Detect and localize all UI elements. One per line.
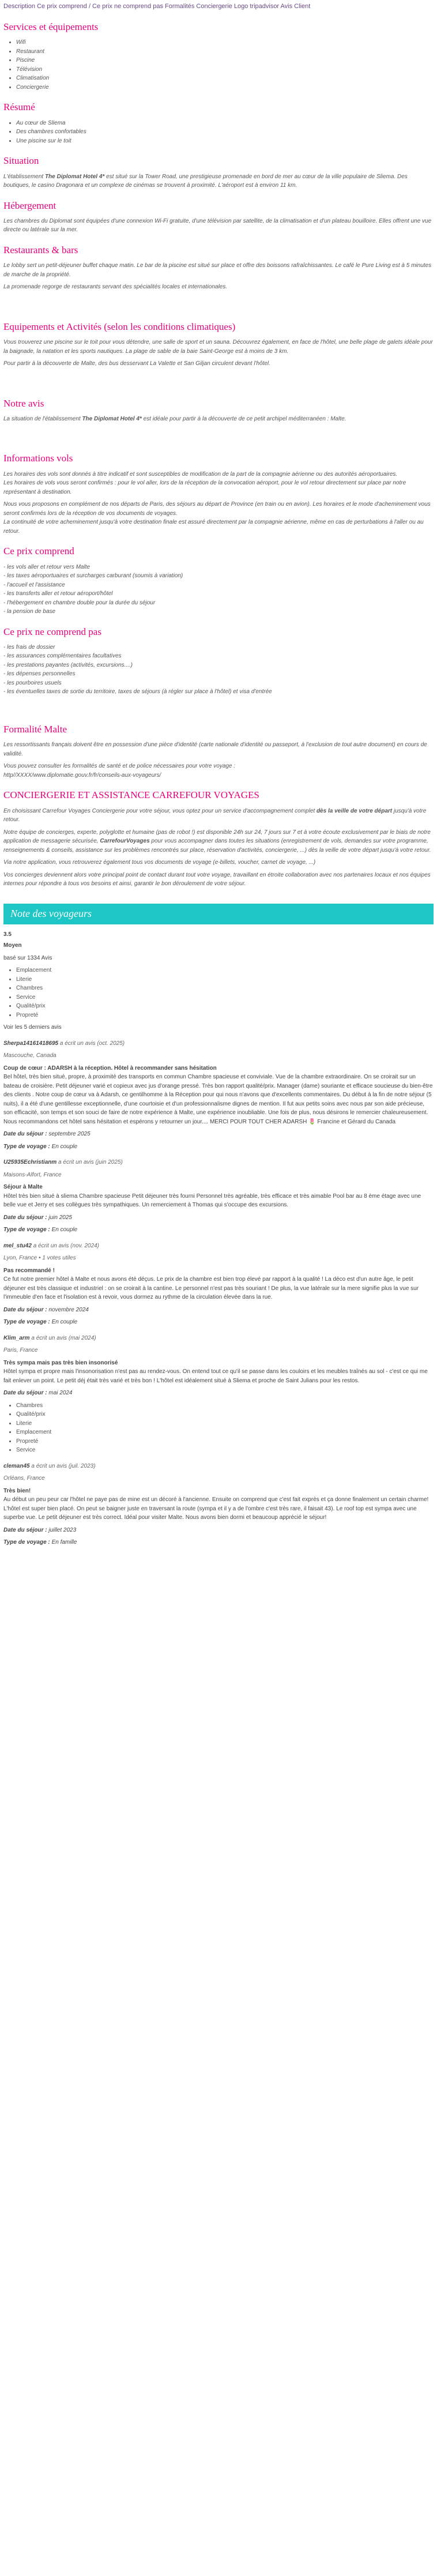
review-text: Ce fut notre premier hôtel à Malte et nous avons été déçus. Le prix de la chambre est bien trop élevé par rapport à la qualité ! La déco est d'un autre âge, le petit déjeuner est très classique et industriel : on se croirait à la cantine. Le personnel n'est pas très souriant ! De plus, la vue latérale sur la mere signifie plus la vue sur l'immeuble d'en face et l'isolation est à revoir, vous dormez au rythme de la circulation élevée dans la rue. (3, 1276, 419, 1301)
review-author[interactable]: Klim_arm (3, 1334, 30, 1341)
review-item (3, 1242, 434, 1327)
list-item: - les dépenses personnelles (3, 671, 76, 678)
review-date: Date du séjour : juillet 2023 (3, 1526, 77, 1533)
formalites-title: Formalité Malte (3, 723, 67, 735)
list-item: • Wifi (16, 38, 434, 47)
activites-text-1: Vous trouverez une piscine sur le toit pour vous détendre, une salle de sport et un sauna. Découvrez également, en face de l'hôtel, une belle plage de galets idéale pour la baignade, la natation et les sports nautiques. La plage de sable de la baie Saint-George est à moins de 3 km. (3, 339, 433, 355)
review-title: Coup de cœur : ADARSH à la réception. Hôtel à recommander sans hésitation (3, 1065, 217, 1071)
review-date: Date du séjour : juin 2025 (3, 1214, 72, 1221)
review-author-line: cleman45 a écrit un avis (juil. 2023) (3, 1462, 96, 1469)
review-author[interactable]: Sherpa14161418695 (3, 1040, 59, 1047)
services-list (3, 38, 434, 92)
conciergerie-text-1: En choisissant Carrefour Voyages Conciergerie pour votre séjour, vous optez pour un service d'accompagnement complet dès la veille de votre départ jusqu'à votre retour. (3, 807, 427, 823)
review-author-line: Sherpa14161418695 a écrit un avis (oct. 2025) (3, 1040, 125, 1047)
review-author-line: Klim_arm a écrit un avis (mai 2024) (3, 1334, 96, 1341)
conciergerie-text-2: Notre équipe de concierges, experte, polyglotte et humaine (pas de robot !) est disponible 24h sur 24, 7 jours sur 7 et à votre écoute exclusivement par le biais de notre application de messagerie sécurisée, CarrefourVoyages pour vous accompagner dans toutes les situations (enregistrement de vols, demandes sur votre programme, renseignements & conseils, assistance sur les problèmes rencontrés sur place, réservation d'activités, conciergerie, ...) dès la veille de votre départ jusqu'à votre retour. (3, 829, 431, 853)
conciergerie-text-3: Via notre application, vous retrouverez également tous vos documents de voyage (e-billets, voucher, carnet de voyage, ...) (3, 859, 316, 866)
list-item: - l'accueil et l'assistance (3, 581, 65, 588)
conciergerie-title: CONCIERGERIE ET ASSISTANCE CARREFOUR VOYAGES (3, 789, 259, 801)
review-title: Très sympa mais pas très bien insonorisé (3, 1359, 118, 1366)
review-item (3, 1334, 434, 1455)
list-item: • Des chambres confortables (16, 127, 434, 137)
review-date: Date du séjour : mai 2024 (3, 1390, 73, 1397)
restaurants-title: Restaurants & bars (3, 244, 78, 255)
hebergement-text: Les chambres du Diplomat sont équipées d'une connexion Wi-Fi gratuite, d'une télévision par satellite, de la climatisation et d'un plateau bouilloire. Elles offrent une vue directe ou latérale sur la mer. (3, 217, 432, 234)
review-date: Date du séjour : novembre 2024 (3, 1306, 89, 1313)
prix-pas-list (3, 643, 434, 697)
recent-reviews-link[interactable]: Voir les 5 derniers avis (3, 1024, 62, 1031)
section-nav[interactable]: Description Ce prix comprend / Ce prix ne comprend pas Formalités Conciergerie Logo tripadvisor Avis Client (3, 3, 311, 10)
review-item (3, 1462, 434, 1547)
review-author-line: mel_stu42 a écrit un avis (nov. 2024) (3, 1242, 100, 1249)
formalites-text-2: Vous pouvez consulter les formalités de santé et de police nécessaires pour votre voyage : http//XXXX/www.diplomatie.gouv.fr/fr/conseils-aux-voyageurs/ (3, 763, 236, 779)
vols-title: Informations vols (3, 453, 73, 464)
review-text: Bel hôtel, très bien situé, propre, à proximité des transports en commun Chambre spacieuse et conviviale. Vue de la chambre extraordinaire. On se croirait sur un bateau de croisière. Petit déjeuner varié et copieux avec jus d'orange pressé. Très bon rapport qualité/prix. Manager (dame) souriante et efficace soucieuse du bien-être des clients . Notre coup de cœur va à Adarsh, ce gentilhomme à la Réception pour qui nous n'avons que d'excellents commentaires. Du début à la fin de notre séjour (5 nuits), il a été d'une gentillesse exceptionnelle, d'une courtoisie et d'un professionnalisme dignes de mention. Il fut aux petits soins avec nous par son aide précieuse, son efficacité, son temps et son souci de faire de notre expérience à Malte, une expérience inoubliable. Une fois de plus, nous désirons le remercier chaleureusement. Nous recommandons cet hôtel sans hésitation et espérons y retourner un jour.... MERCI POUR TOUT CHER ADARSH 🌷 Francine et Gérard du Canada (3, 1074, 433, 1125)
conciergerie-text-4: Vos concierges deviennent alors votre principal point de contact durant tout votre voyage, travaillant en étroite collaboration avec nos partenaires locaux et nos équipes internes pour répondre à tous vos besoins et ainsi, garantir le bon déroulement de votre séjour. (3, 871, 431, 888)
activites-text-2: Pour partir à la découverte de Malte, des bus desservant La Valette et San Giljan circulent devant l'hôtel. (3, 360, 270, 367)
list-item: • Propreté (16, 1437, 434, 1446)
services-title: Services et équipements (3, 21, 99, 33)
list-item: • Literie (16, 1419, 434, 1428)
list-item: • Propreté (16, 1011, 434, 1020)
list-item: • Service (16, 1446, 434, 1455)
review-author[interactable]: cleman45 (3, 1462, 30, 1469)
review-item (3, 1158, 434, 1235)
list-item: • Emplacement (16, 966, 434, 975)
rating-criteria-list (3, 966, 434, 1020)
list-item: - les frais de dossier (3, 644, 55, 650)
list-item: • Climatisation (16, 74, 434, 83)
review-date: Date du séjour : septembre 2025 (3, 1131, 91, 1138)
hotel-name: The Diplomat Hotel 4* (44, 173, 105, 180)
list-item: - les prestations payantes (activités, excursions....) (3, 661, 133, 668)
list-item: - les assurances complémentaires facultatives (3, 653, 122, 660)
list-item: - l'hébergement en chambre double pour la durée du séjour (3, 599, 156, 606)
notre-avis-text: La situation de l'établissement The Diplomat Hotel 4* est idéale pour partir à la découverte de ce petit archipel méditerranéen : Malte. (3, 415, 346, 422)
review-trip-type: Type de voyage : En couple (3, 1227, 78, 1234)
restaurants-text-2: La promenade regorge de restaurants servant des spécialités locales et internationales. (3, 284, 228, 291)
reviews-list (3, 1039, 434, 1547)
prix-pas-title: Ce prix ne comprend pas (3, 626, 101, 637)
list-item: • Télévision (16, 65, 434, 74)
reviews-banner: Note des voyageurs (3, 904, 434, 924)
vols-text-1: Les horaires des vols sont donnés à titre indicatif et sont susceptibles de modification de la part de la compagnie aérienne ou des autorités aéroportuaires. Les horaires de vols vous seront confirmés : pour le vol aller, lors de la réception de la convocation aéroport, pour le vol retour directement sur place par notre représentant à destination. (3, 471, 406, 495)
review-author-line: U25935Echristianm a écrit un avis (juin 2025) (3, 1159, 123, 1166)
review-item (3, 1039, 434, 1152)
list-item: - les pourboires usuels (3, 679, 62, 686)
list-item: - les transferts aller et retour aéroport/hôtel (3, 591, 113, 597)
formalites-link[interactable]: http//XXXX/www.diplomatie.gouv.fr/fr/conseils-aux-voyageurs/ (3, 772, 161, 779)
resume-title: Résumé (3, 101, 35, 113)
review-text: Hôtel très bien situé à sliema Chambre spacieuse Petit déjeuner très fourni Personnel très agréable, très efficace et très aimable Pool bar au 8 ème étage avec une belle vue et Jerry et ses collègues très sympathiques. Un remerciement à Thomas qui s'occupe des excursions. (3, 1193, 421, 1209)
list-item: - les taxes aéroportuaires et surcharges carburant (soumis à variation) (3, 573, 183, 580)
list-item: • Une piscine sur le toit (16, 137, 434, 146)
review-trip-type: Type de voyage : En famille (3, 1539, 77, 1546)
review-location: Maisons-Alfort, France (3, 1171, 62, 1178)
vols-text-2: Nous vous proposons en complément de nos départs de Paris, des séjours au départ de Province (en train ou en avion). Les horaires et le mode d'acheminement vous seront confirmés lors de la réception de vos documents de voyages. La continuité de votre acheminement jusqu'à votre destination finale est assuré directement par la compagnie aérienne, même en cas de perturbations à l'aller ou au retour. (3, 501, 431, 535)
list-item: • Qualité/prix (16, 1002, 434, 1011)
prix-comprend-list (3, 563, 434, 616)
resume-list (3, 119, 434, 146)
list-item: • Emplacement (16, 1428, 434, 1437)
list-item: • Au cœur de Sliema (16, 119, 434, 128)
review-location: Mascouche, Canada (3, 1052, 56, 1059)
review-title: Pas recommandé ! (3, 1267, 55, 1274)
rating-word: Moyen (3, 942, 22, 949)
list-item: • Service (16, 993, 434, 1002)
formalites-text-1: Les ressortissants français doivent être en possession d'une pièce d'identité (carte nationale d'identité ou passeport, à l'exclusion de tout autre document) en cours de validité. (3, 742, 427, 757)
hebergement-title: Hébergement (3, 200, 56, 211)
review-text: Hôtel sympa et propre mais l'insonorisation n'est pas au rendez-vous. On entend tout ce qu'il se passe dans les couloirs et les meubles traînés au sol - c'est ce qui me fait enlever un point. Le petit déj était très varié et très bon ! L'hôtel est idéalement situé à Sliema et proche de Saint Julians pour les restos. (3, 1368, 428, 1384)
review-author[interactable]: mel_stu42 (3, 1242, 32, 1249)
activites-title: Equipements et Activités (selon les conditions climatiques) (3, 321, 236, 332)
list-item: • Piscine (16, 56, 434, 65)
review-title: Très bien! (3, 1487, 31, 1494)
list-item: - la pension de base (3, 608, 56, 615)
review-location: Paris, France (3, 1347, 38, 1354)
list-item: • Restaurant (16, 47, 434, 57)
review-trip-type: Type de voyage : En couple (3, 1319, 78, 1326)
review-location: Lyon, France • 1 votes utiles (3, 1255, 76, 1262)
review-criteria-list (3, 1401, 434, 1455)
list-item: - les vols aller et retour vers Malte (3, 563, 91, 570)
situation-text: L'établissement The Diplomat Hotel 4* est situé sur la Tower Road, une prestigieuse promenade en bord de mer au cœur de la ville populaire de Sliema. Des boutiques, le casino Dragonara et un complexe de cinémas se trouvent à proximité. L'aéroport est à environ 11 km. (3, 173, 408, 189)
review-title: Séjour à Malte (3, 1184, 43, 1191)
list-item: • Qualité/prix (16, 1410, 434, 1419)
list-item: • Chambres (16, 984, 434, 993)
situation-title: Situation (3, 155, 39, 167)
hotel-name: The Diplomat Hotel 4* (82, 415, 142, 422)
list-item: - les éventuelles taxes de sortie du territoire, taxes de séjours (à régler sur place à l'hôtel) et visa d'entrée (3, 689, 272, 695)
review-author[interactable]: U25935Echristianm (3, 1159, 57, 1166)
review-trip-type: Type de voyage : En couple (3, 1143, 78, 1150)
list-item: • Conciergerie (16, 83, 434, 92)
list-item: • Literie (16, 975, 434, 984)
notre-avis-title: Notre avis (3, 397, 44, 409)
prix-comprend-title: Ce prix comprend (3, 546, 74, 557)
rating-score: 3.5 (3, 931, 12, 938)
restaurants-text-1: Le lobby sert un petit-déjeuner buffet chaque matin. Le bar de la piscine est situé sur place et offre des boissons rafraîchissantes. Le café le Pure Living est à 5 minutes de marche de la propriété. (3, 262, 432, 278)
review-text: Au début un peu peur car l'hôtel ne paye pas de mine est un décoré à l'ancienne. Ensuite on comprend que c'est fait exprès et ça donne finalement un certain charme! L'hôtel est super bien placé. On peut se baigner juste en traversant la route (sympa et il y a de l'ombre c'est très rare, il faisait 43). Le roof top est sympa avec une superbe vue. Le petit déjeuner est très correct. Idéal pour visiter Malte. Nous avons bien dormi et beaucoup apprécié le séjour! (3, 1496, 429, 1521)
list-item: • Chambres (16, 1401, 434, 1411)
rating-count: basé sur 1334 Avis (3, 954, 52, 961)
review-location: Orléans, France (3, 1475, 45, 1482)
